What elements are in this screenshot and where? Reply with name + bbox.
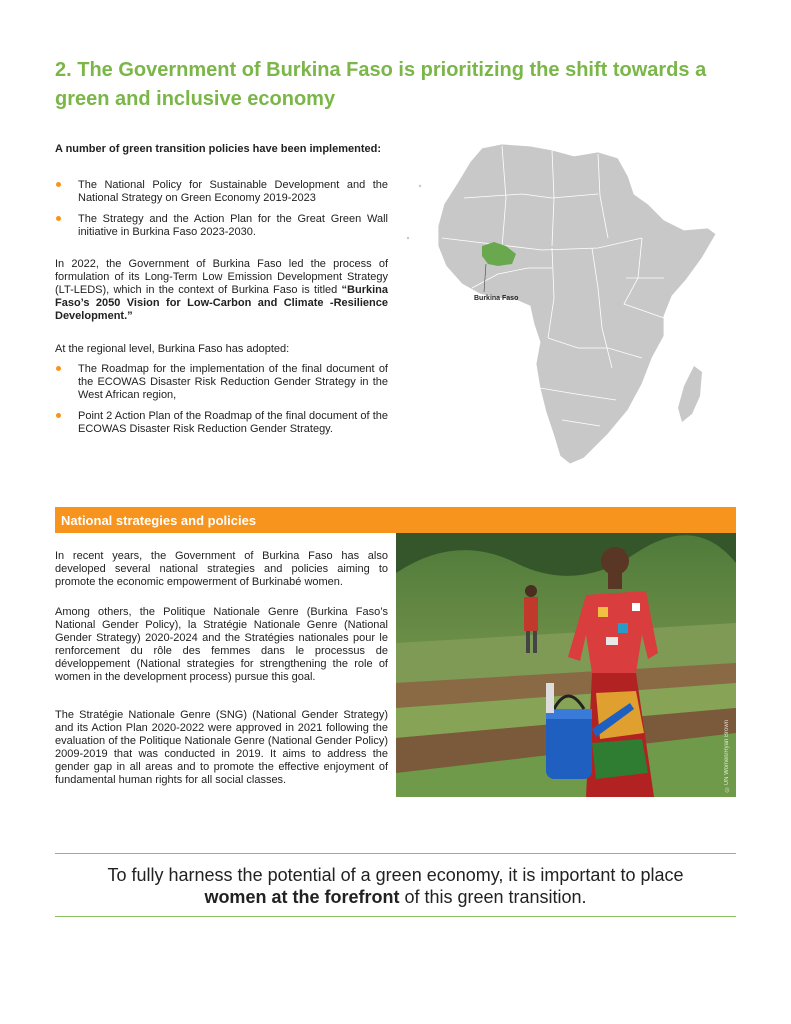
africa-map bbox=[402, 138, 736, 472]
photo-illustration bbox=[396, 533, 736, 797]
madagascar bbox=[678, 366, 702, 422]
callout-quote: To fully harness the potential of a green economy, it is important to place women at the forefront of this green transition. bbox=[107, 865, 684, 907]
section-paragraph: Among others, the Politique Nationale Genre (Burkina Faso’s National Gender Policy), la Stratégie Nationale Genre (National Gender Strategy) 2020-2024 and the Stratégies nationales pour le renforcement du rôle des femmes dans le processus de développement (National strategies for strengthening the role of women in the development process) pursue this goal. bbox=[55, 606, 388, 683]
callout-bottom-rule bbox=[55, 916, 736, 917]
map-label-burkina-faso: Burkina Faso bbox=[474, 295, 519, 302]
ltleds-title: “Burkina Faso’s 2050 Vision for Low-Carbon and Climate -Resilience Development.” bbox=[55, 284, 388, 322]
section-banner bbox=[55, 507, 736, 533]
ltleds-paragraph: In 2022, the Government of Burkina Faso led the process of formulation of its Long-Term Low Emission Development Strategy (LT-LEDS), which in the context of Burkina Faso is titled “Burkina Faso’s 2050 Vision for Low-Carbon and Climate -Resilience Development.” bbox=[55, 258, 388, 322]
section-paragraph: The Stratégie Nationale Genre (SNG) (National Gender Strategy) and its Action Plan 2020-2022 were approved in 2021 following the evaluation of the Politique Nationale Genre (National Gender Policy) 2009-2019 that was conducted in 2019. It aims to address the gender gap in all areas and to promote the effective enjoyment of fundamental human rights for all social classes. bbox=[55, 709, 388, 786]
list-item: The Strategy and the Action Plan for the Great Green Wall initiative in Burkina Faso 2023-2030. bbox=[55, 213, 388, 239]
intro-lead: A number of green transition policies have been implemented: bbox=[55, 143, 381, 155]
africa-landmass bbox=[438, 144, 716, 464]
list-item: The Roadmap for the implementation of the final document of the ECOWAS Disaster Risk Reduction Gender Strategy in the West African region, bbox=[55, 363, 388, 402]
intro-bullet-list bbox=[55, 179, 388, 247]
callout-top-rule bbox=[55, 853, 736, 854]
bullet-dot-icon bbox=[56, 366, 61, 371]
section-title: National strategies and policies bbox=[61, 513, 257, 528]
page-heading: 2. The Government of Burkina Faso is prioritizing the shift towards a green and inclusive economy bbox=[55, 59, 707, 110]
section-paragraph: In recent years, the Government of Burkina Faso has also developed several national strategies and policies aiming to promote the economic empowerment of Burkinabé women. bbox=[55, 550, 388, 588]
list-item: Point 2 Action Plan of the Roadmap of the final document of the ECOWAS Disaster Risk Reduction Gender Strategy. bbox=[55, 410, 388, 436]
regional-bullet-list bbox=[55, 363, 388, 444]
island-dot bbox=[419, 185, 421, 187]
bullet-dot-icon bbox=[56, 182, 61, 187]
list-item: The National Policy for Sustainable Development and the National Strategy on Green Economy 2019-2023 bbox=[55, 179, 388, 205]
callout-emphasis: women at the forefront bbox=[204, 887, 400, 907]
photo-credit: ©UN Women/Ryan Brown bbox=[724, 719, 730, 791]
woman-watering-photo bbox=[396, 533, 736, 797]
bullet-dot-icon bbox=[56, 413, 61, 418]
island-dot bbox=[407, 237, 409, 239]
regional-lead: At the regional level, Burkina Faso has adopted: bbox=[55, 343, 290, 355]
bullet-dot-icon bbox=[56, 216, 61, 221]
